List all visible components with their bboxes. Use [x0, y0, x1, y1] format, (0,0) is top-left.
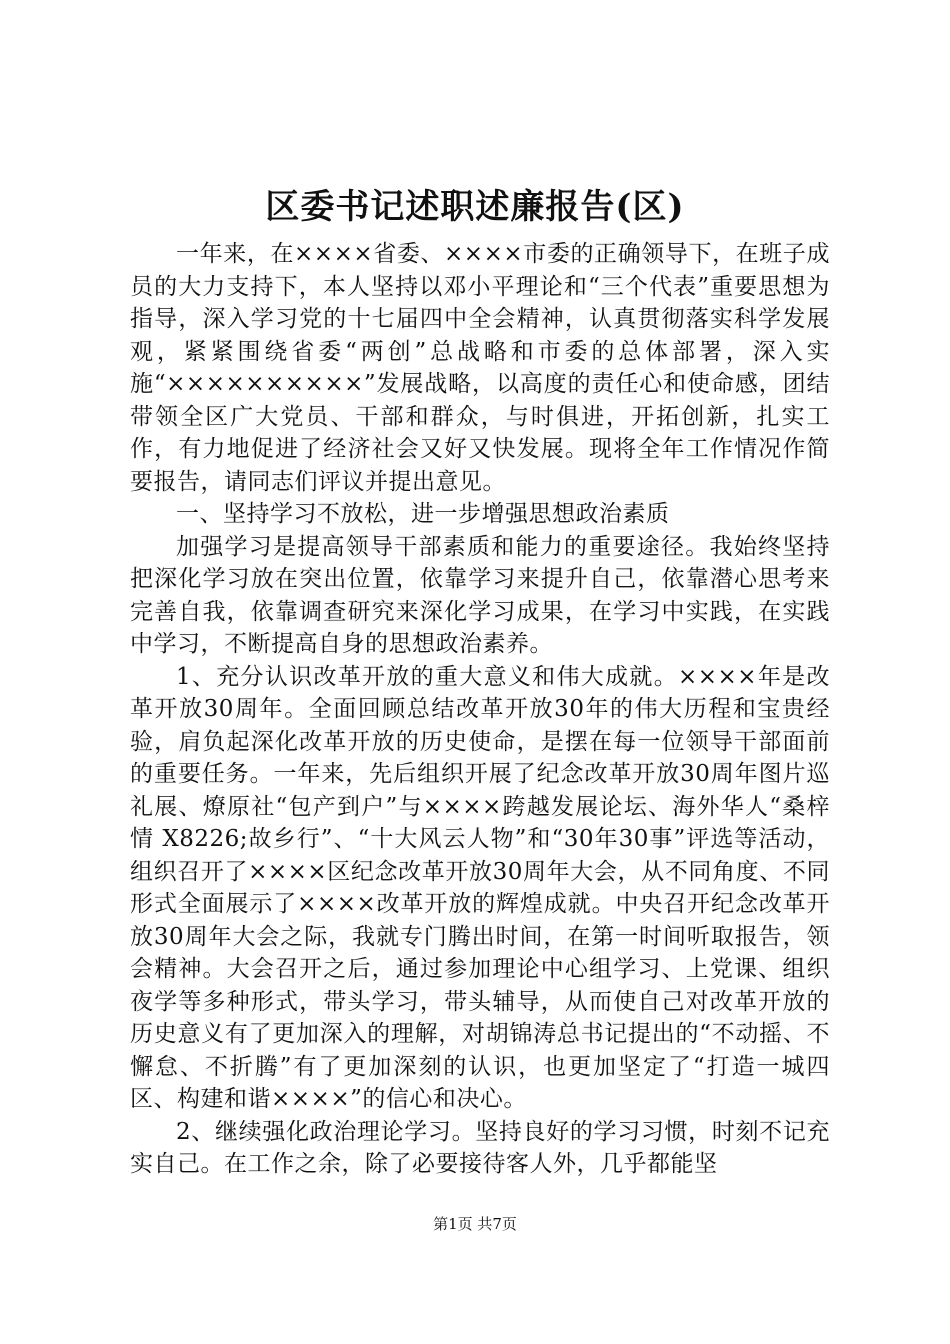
- paragraph-item-1: 1、充分认识改革开放的重大意义和伟大成就。××××年是改革开放30周年。全面回顾总结改革开放30年的伟大历程和宝贵经验，肩负起深化改革开放的历史使命，是摆在每一位领导干部面前的重要任务。一年来，先后组织开展了纪念改革开放30周年图片巡礼展、燎原社“包产到户”与××××跨越发展论坛、海外华人“桑梓情 X8226;故乡行”、“十大风云人物”和“30年30事”评选等活动，组织召开了××××区纪念改革开放30周年大会，从不同角度、不同形式全面展示了××××改革开放的辉煌成就。中央召开纪念改革开放30周年大会之际，我就专门腾出时间，在第一时间听取报告，领会精神。大会召开之后，通过参加理论中心组学习、上党课、组织夜学等多种形式，带头学习，带头辅导，从而使自己对改革开放的历史意义有了更加深入的理解，对胡锦涛总书记提出的“不动摇、不懈怠、不折腾”有了更加深刻的认识，也更加坚定了“打造一城四区、构建和谐××××”的信心和决心。: [130, 663, 830, 1112]
- document-title: 区委书记述职述廉报告(区): [265, 187, 685, 227]
- section-heading-1: 一、坚持学习不放松，进一步增强思想政治素质: [176, 501, 670, 527]
- paragraph-intro: 一年来，在××××省委、××××市委的正确领导下，在班子成员的大力支持下，本人坚持以邓小平理论和“三个代表”重要思想为指导，深入学习党的十七届四中全会精神，认真贯彻落实科学发展观，紧紧围绕省委“两创”总战略和市委的总体部署，深入实施“××××××××××”发展战略，以高度的责任心和使命感，团结带领全区广大党员、干部和群众，与时俱进，开拓创新，扎实工作，有力地促进了经济社会又好又快发展。现将全年工作情况作简要报告，请同志们评议并提出意见。: [130, 241, 830, 495]
- page-footer: 第1页 共7页: [433, 1215, 517, 1233]
- paragraph-study: 加强学习是提高领导干部素质和能力的重要途径。我始终坚持把深化学习放在突出位置，依靠学习来提升自己，依靠潜心思考来完善自我，依靠调查研究来深化学习成果，在学习中实践，在实践中学习，不断提高自身的思想政治素养。: [130, 533, 830, 657]
- paragraph-item-2: 2、继续强化政治理论学习。坚持良好的学习习惯，时刻不记充实自己。在工作之余，除了必要接待客人外，几乎都能坚: [130, 1118, 830, 1177]
- document-body: [130, 238, 830, 1181]
